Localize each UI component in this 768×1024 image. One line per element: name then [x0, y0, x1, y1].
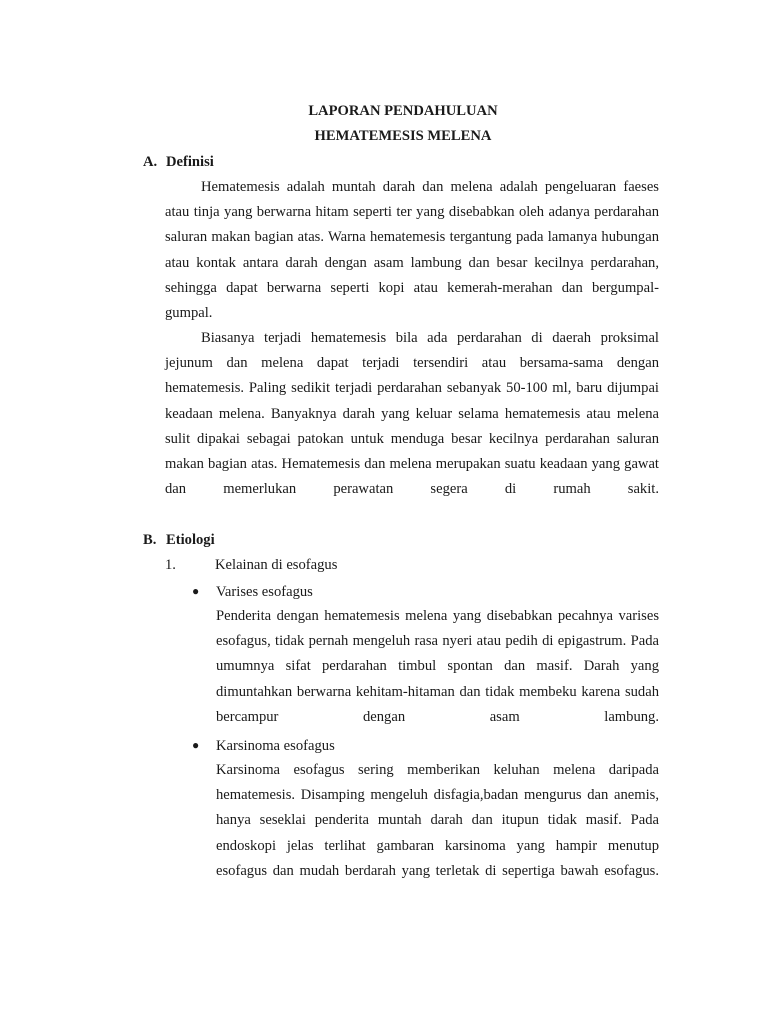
etiology-item-1-number: 1. — [165, 557, 176, 573]
bullet-karsinoma-label: Karsinoma esofagus — [216, 738, 335, 754]
definition-paragraph-2-text: Biasanya terjadi hematemesis bila ada perdarahan di daerah proksimal jejunum dan melena dapat terjadi tersendiri atau bersama-sama dengan hematemesis. Paling sedikit terjadi perdarahan sebanyak 50-100 ml, baru dijumpai keadaan melena. Banyaknya darah yang keluar selama hematemesis atau melena sulit dipakai sebagai patokan untuk menduga besar kecilnya perdarahan saluran makan bagian atas. Hematemesis dan melena merupakan suatu keadaan yang gawat dan memerlukan perawatan segera di rumah sakit. — [165, 330, 659, 498]
bullet-dot-icon: ● — [192, 584, 200, 598]
document-subtitle: HEMATEMESIS MELENA — [314, 128, 492, 144]
document-title: LAPORAN PENDAHULUAN — [308, 103, 498, 119]
bullet-varises-label: Varises esofagus — [216, 584, 313, 600]
section-a-heading — [143, 153, 214, 171]
section-b-title: Etiologi — [166, 532, 215, 548]
definition-paragraph-1-text: Hematemesis adalah muntah darah dan melena adalah pengeluaran faeses atau tinja yang berwarna hitam seperti ter yang disebabkan oleh adanya perdarahan saluran makan bagian atas. Warna hematemesis tergantung pada lamanya hubungan atau kontak antara darah dengan asam lambung dan besar kecilnya perdarahan, sehingga dapat berwarna seperti kopi atau kemerah-merahan dan bergumpal-gumpal. — [165, 179, 659, 322]
bullet-dot-icon: ● — [192, 738, 200, 752]
bullet-karsinoma — [192, 736, 335, 755]
bullet-varises — [192, 582, 313, 601]
section-a-number: A. — [143, 154, 158, 170]
etiology-item-1-label: Kelainan di esofagus — [215, 557, 338, 573]
section-b-heading — [143, 531, 215, 549]
definition-paragraph-2 — [165, 326, 659, 528]
varises-paragraph: Penderita dengan hematemesis melena yang disebabkan pecahnya varises esofagus, tidak pernah mengeluh rasa nyeri atau pedih di epigastrum. Pada umumnya sifat perdarahan timbul spontan dan masif. Darah yang dimuntahkan berwarna kehitam-hitaman dan tidak membeku karena sudah bercampur dengan asam lambung. — [216, 608, 659, 725]
section-b-number: B. — [143, 532, 157, 548]
karsinoma-paragraph: Karsinoma esofagus sering memberikan keluhan melena daripada hematemesis. Disamping mengeluh disfagia,badan mengurus dan anemis, hanya seseklai penderita muntah darah dan itupun tidak masif. Pada endoskopi jelas terlihat gambaran karsinoma yang hampir menutup esofagus dan mudah berdarah yang terletak di sepertiga bawah esofagus. — [216, 762, 659, 879]
etiology-item-1 — [165, 556, 337, 574]
section-a-title: Definisi — [166, 154, 214, 170]
definition-paragraph-1 — [165, 175, 659, 351]
